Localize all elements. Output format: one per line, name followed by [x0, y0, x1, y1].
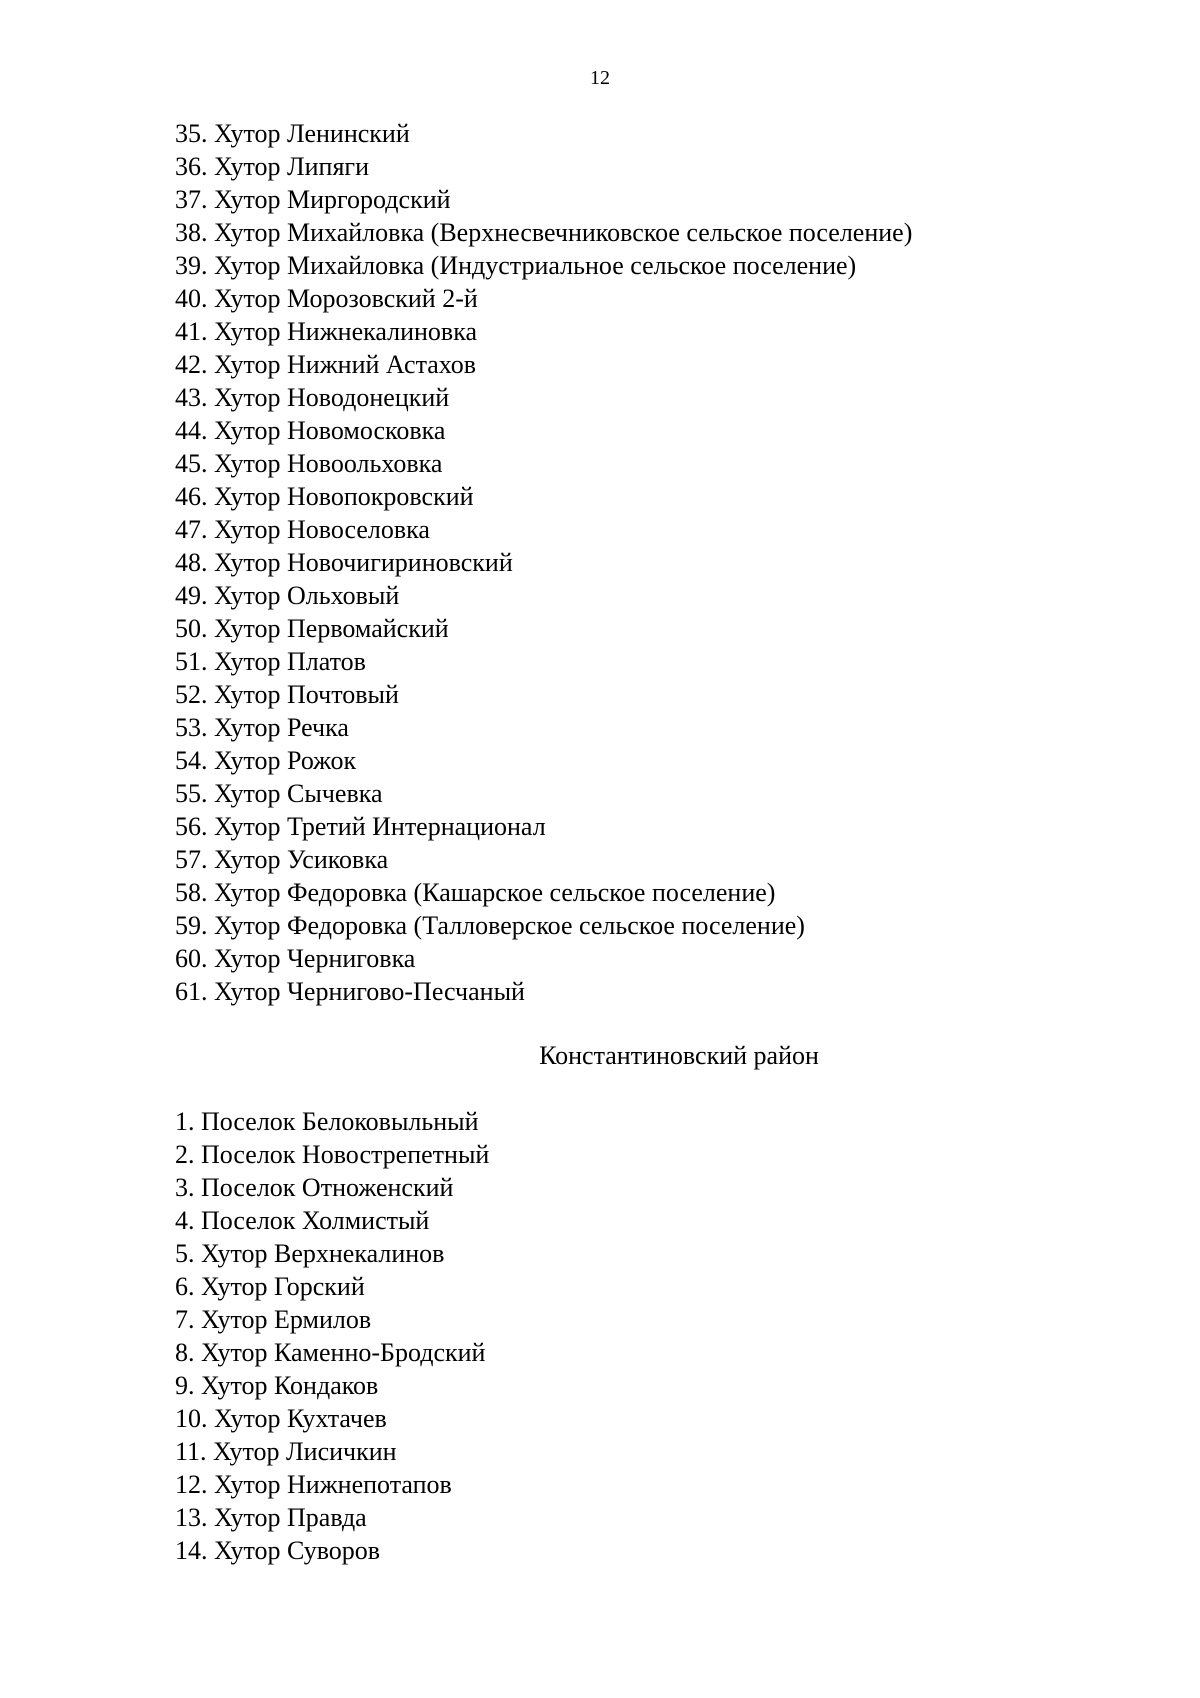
list-item: 8. Хутор Каменно-Бродский [175, 1338, 486, 1367]
list-item: 58. Хутор Федоровка (Кашарское сельское поселение) [175, 878, 776, 907]
list-item: 35. Хутор Ленинский [175, 119, 410, 148]
list-item: 52. Хутор Почтовый [175, 680, 399, 709]
list-item: 1. Поселок Белоковыльный [175, 1107, 479, 1136]
list-item: 51. Хутор Платов [175, 647, 366, 676]
list-item: 55. Хутор Сычевка [175, 779, 383, 808]
list-item: 46. Хутор Новопокровский [175, 482, 474, 511]
list-item: 43. Хутор Новодонецкий [175, 383, 450, 412]
list-item: 54. Хутор Рожок [175, 746, 357, 775]
list-item: 38. Хутор Михайловка (Верхнесвечниковское сельское поселение) [175, 218, 913, 247]
list-item: 12. Хутор Нижнепотапов [175, 1470, 452, 1499]
list-item: 2. Поселок Новострепетный [175, 1140, 490, 1169]
list-item: 9. Хутор Кондаков [175, 1371, 379, 1400]
list-item: 41. Хутор Нижнекалиновка [175, 317, 477, 346]
list-item: 56. Хутор Третий Интернационал [175, 812, 546, 841]
list-item: 5. Хутор Верхнекалинов [175, 1239, 445, 1268]
list-item: 3. Поселок Отноженский [175, 1173, 454, 1202]
settlement-list-previous-district [175, 117, 912, 1008]
list-item: 39. Хутор Михайловка (Индустриальное сельское поселение) [175, 251, 857, 280]
settlement-list-konstantinovsky [175, 1105, 489, 1567]
list-item: 49. Хутор Ольховый [175, 581, 400, 610]
list-item: 53. Хутор Речка [175, 713, 349, 742]
list-item: 44. Хутор Новомосковка [175, 416, 446, 445]
list-item: 37. Хутор Миргородский [175, 185, 451, 214]
list-item: 7. Хутор Ермилов [175, 1305, 372, 1334]
list-item: 47. Хутор Новоселовка [175, 515, 430, 544]
list-item: 42. Хутор Нижний Астахов [175, 350, 477, 379]
list-item: 6. Хутор Горский [175, 1272, 365, 1301]
section-heading: Константиновский район [539, 1041, 819, 1070]
list-item: 11. Хутор Лисичкин [175, 1437, 397, 1466]
list-item: 48. Хутор Новочигириновский [175, 548, 513, 577]
list-item: 14. Хутор Суворов [175, 1536, 381, 1565]
list-item: 13. Хутор Правда [175, 1503, 367, 1532]
list-item: 36. Хутор Липяги [175, 152, 370, 181]
list-item: 45. Хутор Новоольховка [175, 449, 443, 478]
list-item: 40. Хутор Морозовский 2-й [175, 284, 478, 313]
list-item: 50. Хутор Первомайский [175, 614, 449, 643]
page-number: 12 [590, 67, 610, 89]
list-item: 4. Поселок Холмистый [175, 1206, 430, 1235]
list-item: 59. Хутор Федоровка (Талловерское сельское поселение) [175, 911, 805, 940]
list-item: 61. Хутор Чернигово-Песчаный [175, 977, 525, 1006]
list-item: 60. Хутор Черниговка [175, 944, 416, 973]
list-item: 57. Хутор Усиковка [175, 845, 389, 874]
list-item: 10. Хутор Кухтачев [175, 1404, 387, 1433]
